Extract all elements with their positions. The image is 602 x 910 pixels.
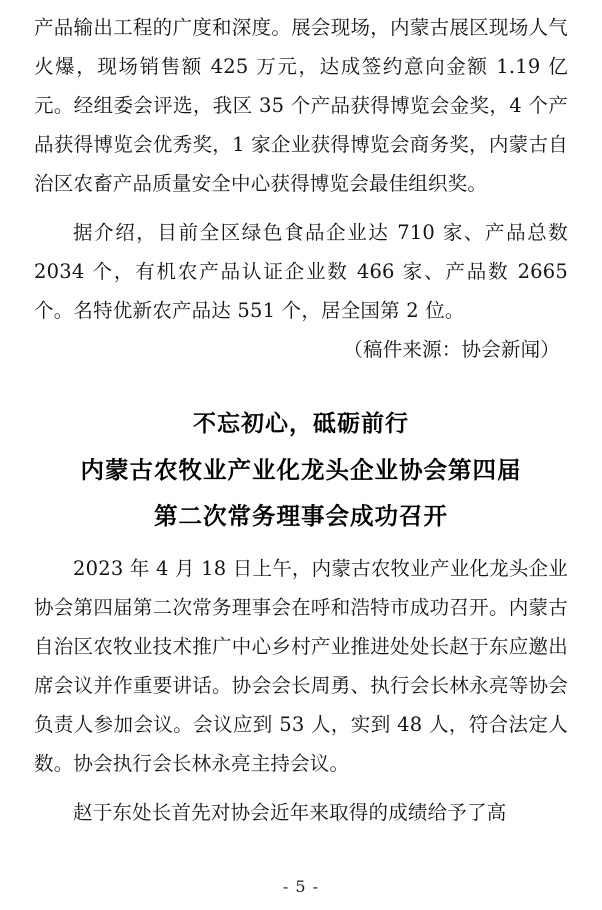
paragraph-continued: 产品输出工程的广度和深度。展会现场，内蒙古展区现场人气火爆，现场销售额 425 万元，达成签约意向金额 1.19 亿元。经组委会评选，我区 35 个产品获得博览会金奖，4 个产品获得博览会优秀奖，1 家企业获得博览会商务奖，内蒙古自治区农畜产品质量安全中心获得博览会最佳组织奖。 (34, 16, 568, 195)
headline-gap (34, 539, 568, 549)
paragraph-meeting-2: 赵于东处长首先对协会近年来取得的成绩给予了高 (73, 801, 507, 824)
section-gap (34, 369, 568, 395)
article-headline (34, 401, 568, 539)
paragraph-green-food: 据介绍，目前全区绿色食品企业达 710 家、产品总数 2034 个，有机农产品认证企业数 466 家、产品数 2665 个。名特优新农产品达 551 个，居全国第 2 位。 (34, 221, 568, 322)
headline-line-2: 内蒙古农牧业产业化龙头企业协会第四届 (80, 456, 522, 484)
headline-line-1: 不忘初心，砥砺前行 (193, 410, 409, 437)
paragraph-gap-2 (34, 783, 568, 793)
headline-line-3: 第二次常务理事会成功召开 (154, 502, 448, 530)
paragraph-meeting-1: 2023 年 4 月 18 日上午，内蒙古农牧业产业化龙头企业协会第四届第二次常务理事会在呼和浩特市成功召开。内蒙古自治区农牧业技术推广中心乡村产业推进处处长赵于东应邀出席会议并作重要讲话。协会会长周勇、执行会长林永亮等协会负责人参加会议。会议应到 53 人，实到 48 人，符合法定人数。协会执行会长林永亮主持会议。 (34, 557, 568, 775)
paragraph-gap (34, 203, 568, 213)
source-note: （稿件来源：协会新闻） (343, 338, 560, 361)
page-number: - 5 - (282, 877, 320, 896)
